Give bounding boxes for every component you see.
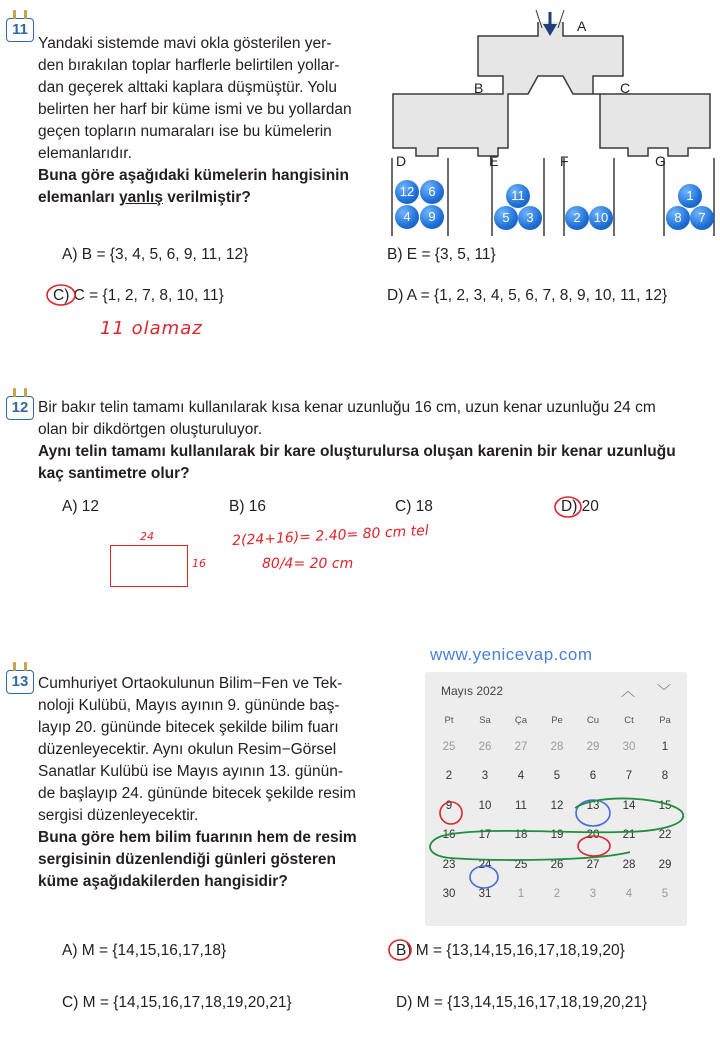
q13-stem-line: de başlayıp 24. gününde bitecek şekilde resim — [38, 785, 356, 802]
q11-stem-line: Yandaki sistemde mavi okla gösterilen yer- — [38, 35, 332, 52]
answer-circle-mark — [386, 937, 414, 963]
calendar-day[interactable]: 20 — [586, 829, 600, 842]
q11-stem-line: elemanlarıdır. — [38, 145, 132, 162]
calendar-day[interactable]: 1 — [517, 888, 525, 901]
calendar-day[interactable]: 3 — [589, 888, 597, 901]
q11-question-line — [38, 187, 383, 209]
q11-stem-line: den bırakılan toplar harflerle belirtilen yollar- — [38, 57, 340, 74]
weekday-header-row — [431, 708, 683, 732]
path-label-d: D — [396, 153, 407, 169]
circle-mark-day-9 — [440, 802, 462, 824]
q11-question-text: elemanları — [38, 189, 119, 206]
calendar-day[interactable]: 31 — [478, 888, 492, 901]
weekday-label: Ct — [624, 714, 634, 726]
calendar-day[interactable]: 29 — [586, 740, 600, 753]
q13-question-line: sergisinin düzenlendiği günleri gösteren — [38, 851, 336, 868]
calendar-day[interactable]: 13 — [586, 799, 600, 812]
path-label-e: E — [489, 153, 499, 169]
q13-stem-line: sergisi düzenleyecektir. — [38, 807, 199, 824]
handwritten-note: 11 olamaz — [100, 318, 203, 339]
calendar-day[interactable]: 25 — [514, 858, 528, 871]
calendar-day[interactable]: 16 — [442, 829, 456, 842]
question-number-11: 11 — [6, 18, 34, 42]
calendar-day[interactable]: 2 — [445, 770, 453, 783]
calendar-annotations — [420, 790, 690, 890]
ball-d: 4 — [395, 205, 419, 229]
calendar-day[interactable]: 15 — [658, 799, 672, 812]
q11-option-a[interactable]: A) B = {3, 4, 5, 6, 9, 11, 12} — [62, 246, 249, 263]
answer-circle-mark — [44, 282, 78, 308]
calendar-day[interactable]: 23 — [442, 858, 456, 871]
path-label-f: F — [560, 153, 569, 169]
calendar-month-title: Mayıs 2022 — [441, 684, 504, 698]
calendar-day[interactable]: 18 — [514, 829, 528, 842]
weekday-label: Sa — [479, 714, 491, 726]
calendar-day[interactable]: 11 — [515, 799, 527, 812]
calendar-day[interactable]: 27 — [514, 740, 528, 753]
handwritten-calc-line: 2(24+16)= 2.40= 80 cm tel — [231, 522, 430, 550]
q12-question-line: kaç santimetre olur? — [38, 465, 190, 482]
path-label-b: B — [474, 80, 484, 96]
q12-question-line: Aynı telin tamamı kullanılarak bir kare oluşturulursa oluşan karenin bir kenar uzunluğu — [38, 443, 676, 460]
channel-shape — [393, 22, 710, 156]
calendar-day[interactable]: 2 — [553, 888, 561, 901]
q12-stem-line: olan bir dikdörtgen oluşturuluyor. — [38, 421, 263, 438]
ball-path-diagram — [388, 8, 718, 238]
handwritten-calc-line: 80/4= 20 cm — [262, 556, 354, 572]
path-channels — [393, 22, 710, 156]
q13-stem-line: Sanatlar Kulübü ise Mayıs ayının 13. günün- — [38, 763, 344, 780]
sketch-top-label: 24 — [140, 530, 154, 543]
calendar-day[interactable]: 21 — [622, 829, 636, 842]
calendar-day[interactable]: 19 — [550, 829, 564, 842]
q11-stem-line: dan geçerek alttaki kaplara düşmüştür. Yolu — [38, 79, 337, 96]
q12-option-a[interactable]: A) 12 — [62, 498, 100, 515]
ball-f: 10 — [589, 206, 613, 230]
calendar-day[interactable]: 26 — [478, 740, 492, 753]
ball-g: 1 — [678, 184, 702, 208]
q13-stem-line: noloji Kulübü, Mayıs ayının 9. gününde baş- — [38, 697, 340, 714]
calendar-week — [431, 762, 683, 792]
weekday-label: Pa — [659, 714, 671, 726]
q12-option-b[interactable]: B) 16 — [229, 498, 267, 515]
q11-option-d[interactable]: D) A = {1, 2, 3, 4, 5, 6, 7, 8, 9, 10, 11, 12} — [387, 287, 668, 304]
q13-stem — [38, 673, 383, 893]
q13-option-c[interactable]: C) M = {14,15,16,17,18,19,20,21} — [62, 994, 292, 1011]
ball-d: 6 — [420, 180, 444, 204]
sketch-rectangle — [110, 545, 188, 587]
path-label-g: G — [655, 153, 666, 169]
calendar-day[interactable]: 26 — [550, 858, 564, 871]
range-loop-mark — [430, 798, 683, 860]
calendar-day[interactable]: 7 — [625, 770, 633, 783]
calendar-day[interactable]: 30 — [442, 888, 456, 901]
q12-stem-line: Bir bakır telin tamamı kullanılarak kısa kenar uzunluğu 16 cm, uzun kenar uzunluğu 24 cm — [38, 399, 656, 416]
q13-option-a[interactable]: A) M = {14,15,16,17,18} — [62, 942, 227, 959]
calendar-day[interactable]: 22 — [658, 829, 672, 842]
q11-question-text: verilmiştir? — [162, 189, 251, 206]
q11-stem-line: belirten her harf bir küme ismi ve bu yollardan — [38, 101, 352, 118]
q13-stem-line: Cumhuriyet Ortaokulunun Bilim−Fen ve Tek- — [38, 675, 343, 692]
q13-option-b[interactable]: B) M = {13,14,15,16,17,18,19,20} — [396, 942, 625, 959]
calendar-day[interactable]: 5 — [661, 888, 669, 901]
q11-question-line: Buna göre aşağıdaki kümelerin hangisinin — [38, 167, 349, 184]
ball-g: 8 — [666, 206, 690, 230]
calendar-day[interactable]: 6 — [589, 770, 597, 783]
circle-mark-day-20 — [578, 836, 610, 856]
calendar-day[interactable]: 14 — [622, 799, 636, 812]
calendar-day[interactable]: 28 — [622, 858, 636, 871]
weekday-label: Cu — [586, 714, 600, 726]
chevron-up-icon[interactable]: ︿ — [621, 683, 635, 699]
calendar-day[interactable]: 10 — [478, 799, 492, 812]
calendar-day[interactable]: 24 — [478, 858, 492, 871]
q11-stem — [38, 33, 383, 209]
calendar-day[interactable]: 8 — [661, 770, 669, 783]
calendar-day[interactable]: 12 — [550, 799, 564, 812]
calendar-day[interactable]: 28 — [550, 740, 564, 753]
calendar-day[interactable]: 9 — [445, 799, 453, 812]
calendar-day[interactable]: 30 — [622, 740, 636, 753]
circle-mark-day-24 — [470, 866, 498, 888]
answer-circle-mark — [552, 494, 584, 520]
q13-stem-line: layıp 20. gününde bitecek şekilde bilim fuarı — [38, 719, 339, 736]
ball-e: 5 — [494, 206, 518, 230]
ball-d: 12 — [395, 180, 419, 204]
q11-option-c[interactable]: C) C = {1, 2, 7, 8, 10, 11} — [53, 287, 224, 304]
weekday-label: Pt — [444, 714, 454, 726]
path-label-a: A — [577, 18, 587, 34]
watermark-url: www.yenicevap.com — [430, 645, 593, 664]
q11-stem-line: geçen topların numaraları ise bu kümelerin — [38, 123, 332, 140]
ball-f: 2 — [565, 206, 589, 230]
q12-option-c[interactable]: C) 18 — [395, 498, 433, 515]
q12-option-d[interactable]: D) 20 — [561, 498, 599, 515]
sketch-side-label: 16 — [192, 557, 206, 570]
question-number-12: 12 — [6, 396, 34, 420]
calendar-day[interactable]: 4 — [517, 770, 525, 783]
calendar-day[interactable]: 17 — [478, 829, 492, 842]
path-label-c: C — [620, 80, 631, 96]
calendar-day[interactable]: 29 — [658, 858, 672, 871]
calendar-day[interactable]: 5 — [553, 770, 561, 783]
calendar-day[interactable]: 1 — [661, 740, 669, 753]
calendar-day[interactable]: 3 — [481, 770, 489, 783]
q13-question-line: küme aşağıdakilerden hangisidir? — [38, 873, 288, 890]
q11-option-b[interactable]: B) E = {3, 5, 11} — [387, 246, 496, 263]
chevron-down-icon[interactable]: ﹀ — [657, 683, 671, 699]
calendar-day[interactable]: 27 — [586, 858, 600, 871]
ball-e: 11 — [506, 184, 530, 208]
weekday-label: Pe — [551, 714, 563, 726]
q13-option-d[interactable]: D) M = {13,14,15,16,17,18,19,20,21} — [396, 994, 648, 1011]
ball-d: 9 — [420, 205, 444, 229]
q12-stem — [38, 397, 718, 485]
calendar-week — [431, 732, 683, 762]
weekday-label: Ça — [514, 714, 528, 726]
ball-g: 7 — [690, 206, 714, 230]
ball-e: 3 — [518, 206, 542, 230]
q11-underlined-word: yanlış — [119, 189, 163, 206]
calendar-day[interactable]: 4 — [625, 888, 633, 901]
q13-stem-line: düzenleyecektir. Aynı okulun Resim−Görsel — [38, 741, 337, 758]
calendar-day[interactable]: 25 — [442, 740, 456, 753]
q13-question-line: Buna göre hem bilim fuarının hem de resim — [38, 829, 357, 846]
question-number-13: 13 — [6, 670, 34, 694]
